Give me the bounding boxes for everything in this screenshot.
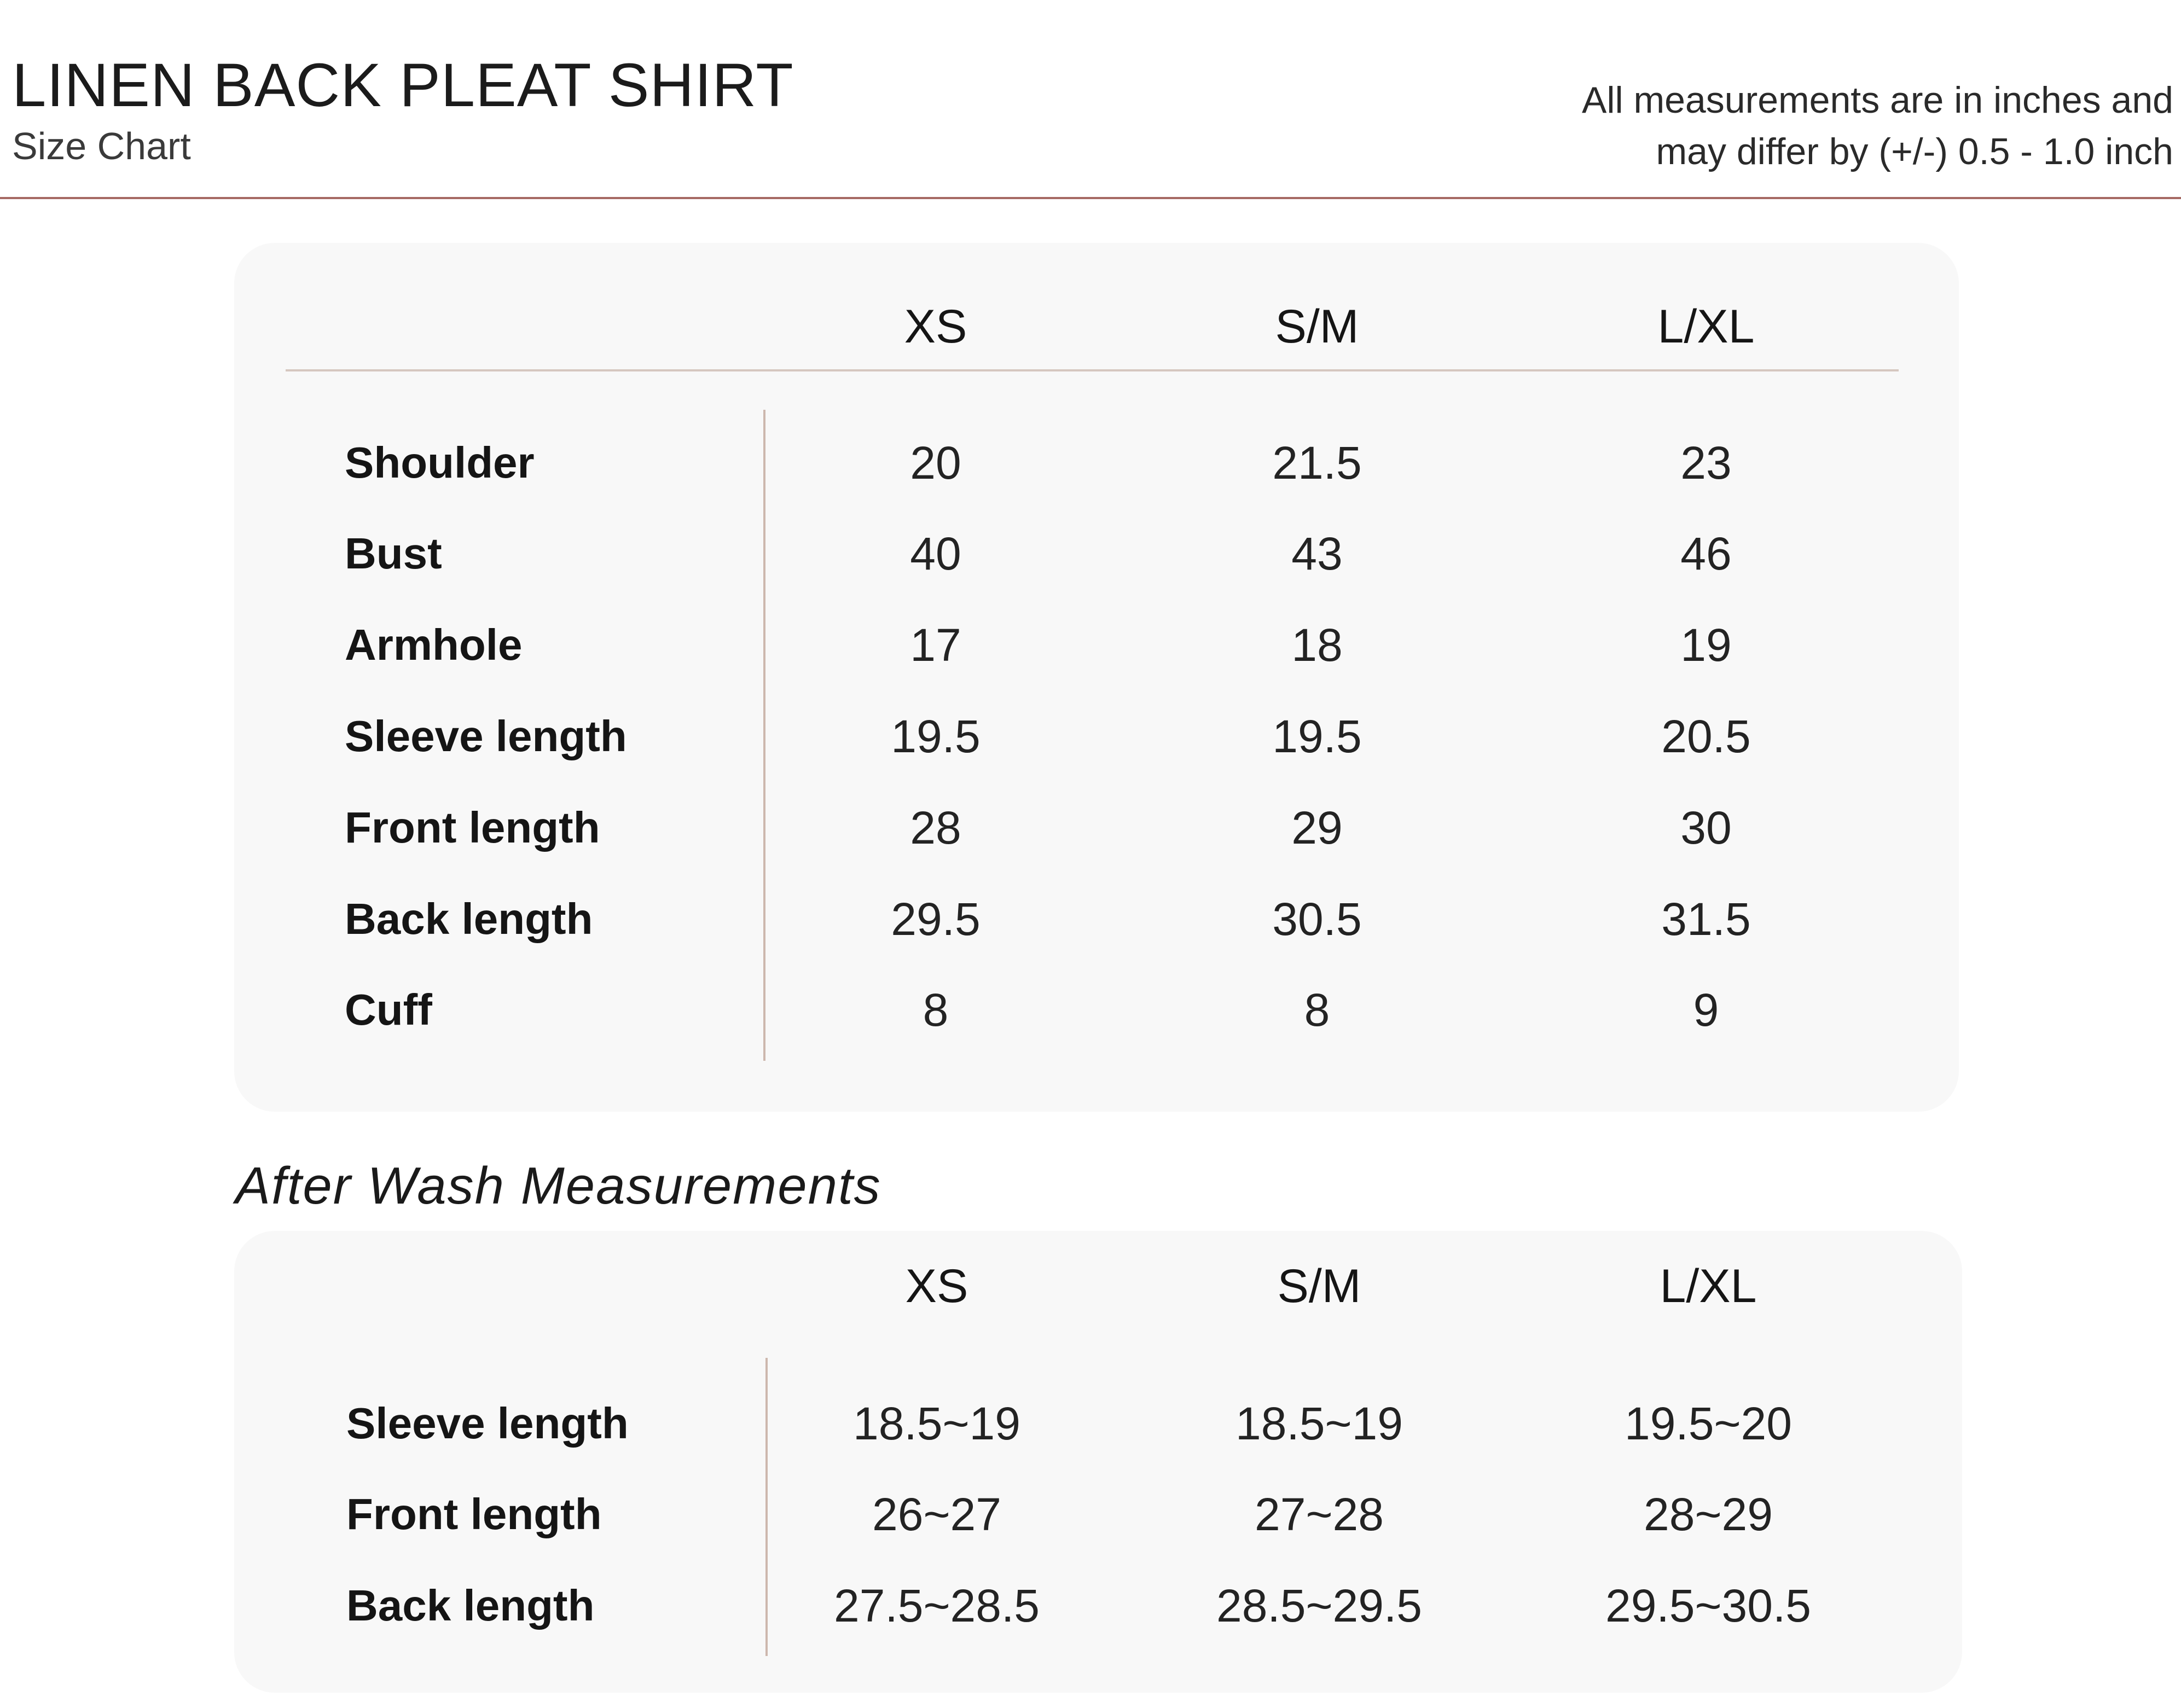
- size-header-xs: XS: [904, 300, 967, 353]
- table-cell: 31.5: [1661, 893, 1751, 945]
- row-label-front-length: Front length: [345, 803, 600, 852]
- table-cell: 20: [910, 437, 961, 489]
- after-wash-table: [234, 1231, 1962, 1693]
- after-wash-title: After Wash Measurements: [235, 1157, 881, 1215]
- row-label-back-length: Back length: [346, 1581, 595, 1630]
- table-cell: 29.5~30.5: [1605, 1580, 1812, 1631]
- measurement-note-line-2: may differ by (+/-) 0.5 - 1.0 inch: [1656, 131, 2173, 172]
- table-cell: 9: [1693, 984, 1719, 1036]
- row-label-cuff: Cuff: [345, 985, 432, 1034]
- page-title: LINEN BACK PLEAT SHIRT: [12, 51, 794, 119]
- size-header-sm: S/M: [1275, 300, 1359, 353]
- row-label-sleeve-length: Sleeve length: [345, 712, 627, 760]
- measurement-note-line-1: All measurements are in inches and: [1582, 79, 2173, 121]
- table-cell: 19.5~20: [1625, 1398, 1792, 1449]
- row-label-armhole: Armhole: [345, 620, 523, 669]
- row-label-back-length: Back length: [345, 894, 593, 943]
- measurement-note: [1582, 74, 2173, 177]
- table-cell: 26~27: [872, 1489, 1001, 1540]
- table-cell: 17: [910, 619, 961, 671]
- table-cell: 46: [1680, 528, 1732, 579]
- row-label-sleeve-length: Sleeve length: [346, 1399, 629, 1448]
- header-divider: [0, 197, 2181, 199]
- table-header-rule: [286, 369, 1899, 371]
- table-cell: 27.5~28.5: [833, 1580, 1040, 1631]
- table-cell: 19.5: [891, 711, 981, 762]
- table-cell: 19.5: [1272, 711, 1362, 762]
- table-cell: 43: [1291, 528, 1343, 579]
- size-chart-table: [234, 243, 1959, 1112]
- table-cell: 30: [1680, 802, 1732, 853]
- table-cell: 8: [923, 984, 949, 1036]
- table-cell: 19: [1680, 619, 1732, 671]
- page-subtitle: Size Chart: [12, 125, 191, 167]
- size-header-lxl: L/XL: [1657, 300, 1755, 353]
- table-cell: 20.5: [1661, 711, 1751, 762]
- table-cell: 18.5~19: [1235, 1398, 1403, 1449]
- table-cell: 28~29: [1644, 1489, 1773, 1540]
- table-cell: 8: [1304, 984, 1330, 1036]
- table-cell: 29: [1291, 802, 1343, 853]
- size-header-lxl: L/XL: [1660, 1260, 1757, 1312]
- table-cell: 30.5: [1272, 893, 1362, 945]
- table-cell: 18.5~19: [853, 1398, 1020, 1449]
- table-cell: 18: [1291, 619, 1343, 671]
- table-cell: 29.5: [891, 893, 981, 945]
- size-header-sm: S/M: [1277, 1260, 1361, 1312]
- row-label-shoulder: Shoulder: [345, 438, 535, 487]
- table-cell: 23: [1680, 437, 1732, 489]
- row-label-front-length: Front length: [346, 1490, 602, 1538]
- table-cell: 28: [910, 802, 961, 853]
- row-label-bust: Bust: [345, 529, 442, 578]
- table-cell: 21.5: [1272, 437, 1362, 489]
- table-cell: 40: [910, 528, 961, 579]
- table-cell: 28.5~29.5: [1216, 1580, 1423, 1631]
- size-header-xs: XS: [905, 1260, 968, 1312]
- table-cell: 27~28: [1255, 1489, 1384, 1540]
